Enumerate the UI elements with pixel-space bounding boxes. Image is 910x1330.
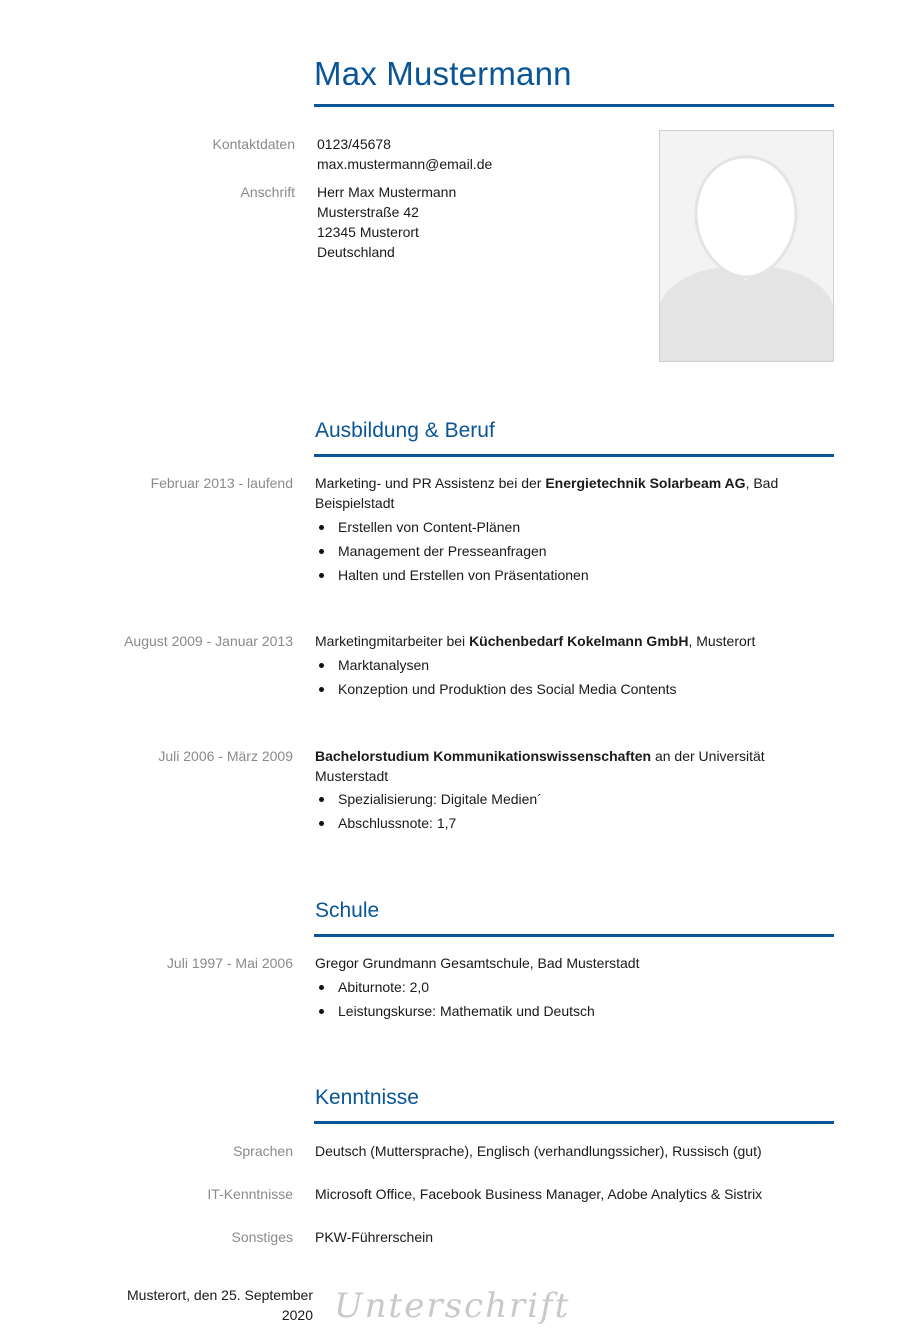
entry-bullets <box>315 977 595 1025</box>
skill-value: Microsoft Office, Facebook Business Manager, Adobe Analytics & Sistrix <box>315 1186 763 1202</box>
list-item: Konzeption und Produktion des Social Media Contents <box>315 679 677 703</box>
place-date <box>100 1285 313 1325</box>
phone-number: 0123/45678 <box>317 136 391 152</box>
section-title-ausbildung: Ausbildung & Beruf <box>315 419 495 442</box>
section-title-kenntnisse: Kenntnisse <box>315 1086 419 1109</box>
skill-label: Sonstiges <box>231 1229 293 1245</box>
address-line: Musterstraße 42 <box>317 204 419 220</box>
section-rule <box>314 1121 834 1124</box>
section-rule <box>314 934 834 937</box>
list-item: Erstellen von Content-Plänen <box>315 517 589 541</box>
entry-title: Gregor Grundmann Gesamtschule, Bad Musterstadt <box>315 955 640 971</box>
entry-date: August 2009 - Januar 2013 <box>124 633 293 649</box>
section-title-schule: Schule <box>315 899 380 922</box>
skill-label: IT-Kenntnisse <box>207 1186 293 1202</box>
entry-bullets <box>315 789 542 837</box>
list-item: Spezialisierung: Digitale Medien´ <box>315 789 542 813</box>
list-item: Marktanalysen <box>315 655 677 679</box>
contact-label: Kontaktdaten <box>212 136 295 152</box>
entry-date: Juli 2006 - März 2009 <box>158 748 293 764</box>
entry-date: Juli 1997 - Mai 2006 <box>166 955 293 971</box>
email-address: max.mustermann@email.de <box>317 156 493 172</box>
profile-photo <box>659 130 834 362</box>
section-rule <box>314 454 834 457</box>
cv-name: Max Mustermann <box>314 55 572 92</box>
person-silhouette-icon <box>660 131 833 361</box>
list-item: Leistungskurse: Mathematik und Deutsch <box>315 1001 595 1025</box>
entry-title: Marketing- und PR Assistenz bei der Energietechnik Solarbeam AG, Bad <box>315 475 779 491</box>
entry-title-continuation: Musterstadt <box>315 768 389 784</box>
entry-title: Bachelorstudium Kommunikationswissenschaften an der Universität <box>315 748 765 764</box>
place-date-line: Musterort, den 25. September <box>127 1287 313 1303</box>
address-line: Deutschland <box>317 244 395 260</box>
address-line: Herr Max Mustermann <box>317 184 457 200</box>
skill-label: Sprachen <box>233 1143 293 1159</box>
entry-title-continuation: Beispielstadt <box>315 495 395 511</box>
entry-date: Februar 2013 - laufend <box>150 475 293 491</box>
list-item: Abiturnote: 2,0 <box>315 977 595 1001</box>
list-item: Halten und Erstellen von Präsentationen <box>315 565 589 589</box>
skill-value: PKW-Führerschein <box>315 1229 434 1245</box>
entry-title: Marketingmitarbeiter bei Küchenbedarf Kokelmann GmbH, Musterort <box>315 633 756 649</box>
entry-bullets <box>315 655 677 703</box>
list-item: Abschlussnote: 1,7 <box>315 813 542 837</box>
entry-bullets <box>315 517 589 589</box>
list-item: Management der Presseanfragen <box>315 541 589 565</box>
skill-value: Deutsch (Muttersprache), Englisch (verhandlungssicher), Russisch (gut) <box>315 1143 762 1159</box>
place-date-line: 2020 <box>281 1307 313 1323</box>
address-label: Anschrift <box>240 184 295 200</box>
signature: Unterschrift <box>334 1286 571 1326</box>
address-line: 12345 Musterort <box>317 224 419 240</box>
name-underline <box>314 104 834 107</box>
